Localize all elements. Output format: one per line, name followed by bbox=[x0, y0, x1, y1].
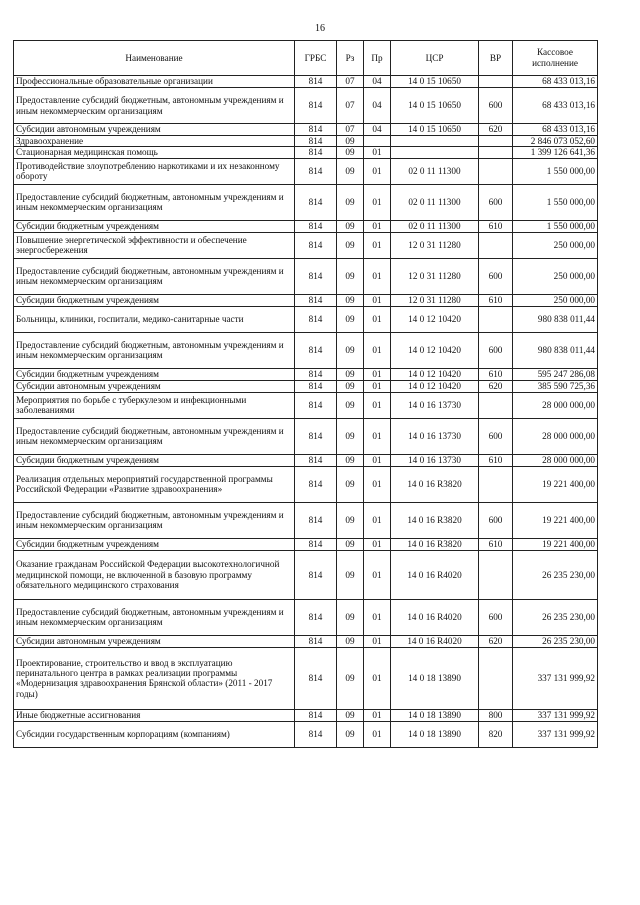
row-name: Проектирование, строительство и ввод в эксплуатацию перинатального центра в рамках реализации программы «Модернизация здравоохранения Брянской области» (2011 - 2017 годы) bbox=[14, 647, 295, 709]
row-name: Субсидии бюджетным учреждениям bbox=[14, 454, 295, 466]
row-grbs: 814 bbox=[295, 599, 337, 635]
row-csr: 14 0 18 13890 bbox=[391, 709, 479, 721]
row-grbs: 814 bbox=[295, 380, 337, 392]
row-name: Профессиональные образовательные организации bbox=[14, 76, 295, 88]
row-pr: 01 bbox=[364, 220, 391, 232]
row-amount: 19 221 400,00 bbox=[513, 466, 598, 502]
row-pr: 04 bbox=[364, 76, 391, 88]
row-vr: 600 bbox=[479, 418, 513, 454]
row-rz: 09 bbox=[337, 158, 364, 184]
table-row bbox=[14, 502, 598, 538]
table-row bbox=[14, 418, 598, 454]
row-vr bbox=[479, 392, 513, 418]
row-pr: 01 bbox=[364, 466, 391, 502]
row-grbs: 814 bbox=[295, 258, 337, 294]
row-csr: 14 0 15 10650 bbox=[391, 124, 479, 136]
table-row bbox=[14, 220, 598, 232]
row-csr: 14 0 16 13730 bbox=[391, 454, 479, 466]
row-grbs: 814 bbox=[295, 158, 337, 184]
row-vr: 600 bbox=[479, 332, 513, 368]
row-csr: 12 0 31 11280 bbox=[391, 258, 479, 294]
row-pr: 01 bbox=[364, 599, 391, 635]
row-name: Оказание гражданам Российской Федерации высокотехнологичной медицинской помощи, не включенной в базовую программу обязательного медицинского страхования bbox=[14, 550, 295, 599]
row-amount: 1 550 000,00 bbox=[513, 184, 598, 220]
row-pr: 01 bbox=[364, 294, 391, 306]
row-vr bbox=[479, 158, 513, 184]
row-csr: 12 0 31 11280 bbox=[391, 294, 479, 306]
row-csr: 14 0 15 10650 bbox=[391, 76, 479, 88]
row-amount: 250 000,00 bbox=[513, 258, 598, 294]
row-name: Предоставление субсидий бюджетным, автономным учреждениям и иным некоммерческим организациям bbox=[14, 88, 295, 124]
row-rz: 09 bbox=[337, 220, 364, 232]
table-row bbox=[14, 88, 598, 124]
table-row bbox=[14, 158, 598, 184]
row-name: Субсидии автономным учреждениям bbox=[14, 380, 295, 392]
row-pr: 01 bbox=[364, 418, 391, 454]
row-name: Субсидии государственным корпорациям (компаниям) bbox=[14, 721, 295, 747]
row-pr: 01 bbox=[364, 502, 391, 538]
table-row bbox=[14, 538, 598, 550]
row-grbs: 814 bbox=[295, 538, 337, 550]
row-vr: 610 bbox=[479, 220, 513, 232]
row-vr bbox=[479, 76, 513, 88]
row-vr bbox=[479, 147, 513, 158]
table-row bbox=[14, 550, 598, 599]
row-csr: 14 0 16 R3820 bbox=[391, 466, 479, 502]
row-pr: 04 bbox=[364, 88, 391, 124]
row-csr bbox=[391, 136, 479, 147]
row-rz: 09 bbox=[337, 380, 364, 392]
row-vr bbox=[479, 466, 513, 502]
row-rz: 09 bbox=[337, 538, 364, 550]
row-name: Предоставление субсидий бюджетным, автономным учреждениям и иным некоммерческим организациям bbox=[14, 599, 295, 635]
table-row bbox=[14, 647, 598, 709]
row-vr: 600 bbox=[479, 502, 513, 538]
row-csr: 14 0 16 R4020 bbox=[391, 599, 479, 635]
row-pr: 01 bbox=[364, 258, 391, 294]
row-vr: 820 bbox=[479, 721, 513, 747]
row-amount: 68 433 013,16 bbox=[513, 88, 598, 124]
row-rz: 09 bbox=[337, 184, 364, 220]
row-grbs: 814 bbox=[295, 184, 337, 220]
row-csr: 14 0 16 R3820 bbox=[391, 502, 479, 538]
row-vr: 610 bbox=[479, 368, 513, 380]
row-vr: 610 bbox=[479, 294, 513, 306]
row-rz: 09 bbox=[337, 306, 364, 332]
row-name: Предоставление субсидий бюджетным, автономным учреждениям и иным некоммерческим организациям bbox=[14, 184, 295, 220]
row-csr: 14 0 12 10420 bbox=[391, 380, 479, 392]
row-rz: 09 bbox=[337, 599, 364, 635]
row-amount: 28 000 000,00 bbox=[513, 454, 598, 466]
row-amount: 337 131 999,92 bbox=[513, 647, 598, 709]
row-csr: 14 0 18 13890 bbox=[391, 647, 479, 709]
row-grbs: 814 bbox=[295, 454, 337, 466]
row-vr: 610 bbox=[479, 538, 513, 550]
row-pr: 01 bbox=[364, 454, 391, 466]
row-grbs: 814 bbox=[295, 332, 337, 368]
row-name: Субсидии автономным учреждениям bbox=[14, 124, 295, 136]
row-grbs: 814 bbox=[295, 306, 337, 332]
row-vr bbox=[479, 550, 513, 599]
row-name: Субсидии бюджетным учреждениям bbox=[14, 294, 295, 306]
row-name: Предоставление субсидий бюджетным, автономным учреждениям и иным некоммерческим организациям bbox=[14, 332, 295, 368]
table-row bbox=[14, 76, 598, 88]
row-pr: 04 bbox=[364, 124, 391, 136]
row-amount: 337 131 999,92 bbox=[513, 709, 598, 721]
row-csr: 14 0 16 13730 bbox=[391, 392, 479, 418]
row-csr: 14 0 16 R4020 bbox=[391, 550, 479, 599]
row-pr: 01 bbox=[364, 232, 391, 258]
row-pr bbox=[364, 136, 391, 147]
row-amount: 1 550 000,00 bbox=[513, 158, 598, 184]
row-rz: 09 bbox=[337, 332, 364, 368]
row-vr: 800 bbox=[479, 709, 513, 721]
row-csr bbox=[391, 147, 479, 158]
table-row bbox=[14, 147, 598, 158]
table-row bbox=[14, 599, 598, 635]
row-grbs: 814 bbox=[295, 709, 337, 721]
row-grbs: 814 bbox=[295, 147, 337, 158]
row-rz: 09 bbox=[337, 454, 364, 466]
row-rz: 09 bbox=[337, 502, 364, 538]
row-rz: 09 bbox=[337, 258, 364, 294]
table-row bbox=[14, 635, 598, 647]
row-name: Предоставление субсидий бюджетным, автономным учреждениям и иным некоммерческим организациям bbox=[14, 258, 295, 294]
row-grbs: 814 bbox=[295, 721, 337, 747]
row-rz: 09 bbox=[337, 418, 364, 454]
row-name: Здравоохранение bbox=[14, 136, 295, 147]
row-rz: 09 bbox=[337, 136, 364, 147]
row-amount: 337 131 999,92 bbox=[513, 721, 598, 747]
row-amount: 28 000 000,00 bbox=[513, 392, 598, 418]
row-grbs: 814 bbox=[295, 635, 337, 647]
row-grbs: 814 bbox=[295, 368, 337, 380]
header-rz: Рз bbox=[337, 41, 364, 76]
table-row bbox=[14, 184, 598, 220]
row-pr: 01 bbox=[364, 184, 391, 220]
table-row bbox=[14, 232, 598, 258]
row-csr: 02 0 11 11300 bbox=[391, 220, 479, 232]
row-grbs: 814 bbox=[295, 466, 337, 502]
header-grbs: ГРБС bbox=[295, 41, 337, 76]
row-rz: 07 bbox=[337, 76, 364, 88]
row-amount: 19 221 400,00 bbox=[513, 502, 598, 538]
table-row bbox=[14, 332, 598, 368]
row-csr: 14 0 16 13730 bbox=[391, 418, 479, 454]
table-row bbox=[14, 294, 598, 306]
row-grbs: 814 bbox=[295, 502, 337, 538]
row-grbs: 814 bbox=[295, 550, 337, 599]
row-name: Субсидии бюджетным учреждениям bbox=[14, 538, 295, 550]
row-name: Предоставление субсидий бюджетным, автономным учреждениям и иным некоммерческим организациям bbox=[14, 502, 295, 538]
row-amount: 1 550 000,00 bbox=[513, 220, 598, 232]
row-amount: 68 433 013,16 bbox=[513, 124, 598, 136]
row-pr: 01 bbox=[364, 332, 391, 368]
row-pr: 01 bbox=[364, 306, 391, 332]
table-row bbox=[14, 454, 598, 466]
row-vr bbox=[479, 136, 513, 147]
row-vr: 600 bbox=[479, 258, 513, 294]
row-amount: 595 247 286,08 bbox=[513, 368, 598, 380]
header-amount: Кассовое исполнение bbox=[513, 41, 598, 76]
budget-execution-table bbox=[13, 40, 598, 748]
row-amount: 68 433 013,16 bbox=[513, 76, 598, 88]
row-name: Реализация отдельных мероприятий государственной программы Российской Федерации «Развитие здравоохранения» bbox=[14, 466, 295, 502]
row-pr: 01 bbox=[364, 380, 391, 392]
row-rz: 09 bbox=[337, 368, 364, 380]
page-number: 16 bbox=[315, 23, 325, 34]
row-rz: 09 bbox=[337, 232, 364, 258]
row-amount: 26 235 230,00 bbox=[513, 635, 598, 647]
row-csr: 14 0 15 10650 bbox=[391, 88, 479, 124]
row-amount: 2 846 073 052,60 bbox=[513, 136, 598, 147]
row-grbs: 814 bbox=[295, 647, 337, 709]
row-pr: 01 bbox=[364, 709, 391, 721]
row-csr: 14 0 16 R4020 bbox=[391, 635, 479, 647]
table-row bbox=[14, 124, 598, 136]
row-amount: 28 000 000,00 bbox=[513, 418, 598, 454]
row-amount: 250 000,00 bbox=[513, 294, 598, 306]
row-amount: 385 590 725,36 bbox=[513, 380, 598, 392]
row-rz: 09 bbox=[337, 294, 364, 306]
row-grbs: 814 bbox=[295, 76, 337, 88]
row-vr: 620 bbox=[479, 124, 513, 136]
table-header-row bbox=[14, 41, 598, 76]
row-rz: 09 bbox=[337, 709, 364, 721]
row-vr: 620 bbox=[479, 635, 513, 647]
table-row bbox=[14, 258, 598, 294]
table-row bbox=[14, 368, 598, 380]
row-vr: 610 bbox=[479, 454, 513, 466]
row-pr: 01 bbox=[364, 721, 391, 747]
row-csr: 14 0 12 10420 bbox=[391, 332, 479, 368]
row-rz: 09 bbox=[337, 635, 364, 647]
header-pr: Пр bbox=[364, 41, 391, 76]
row-name: Повышение энергетической эффективности и обеспечение энергосбережения bbox=[14, 232, 295, 258]
row-vr: 600 bbox=[479, 599, 513, 635]
row-name: Стационарная медицинская помощь bbox=[14, 147, 295, 158]
row-name: Больницы, клиники, госпитали, медико-санитарные части bbox=[14, 306, 295, 332]
row-name: Предоставление субсидий бюджетным, автономным учреждениям и иным некоммерческим организациям bbox=[14, 418, 295, 454]
row-grbs: 814 bbox=[295, 136, 337, 147]
row-rz: 09 bbox=[337, 647, 364, 709]
row-amount: 1 399 126 641,36 bbox=[513, 147, 598, 158]
row-grbs: 814 bbox=[295, 392, 337, 418]
row-vr: 600 bbox=[479, 184, 513, 220]
row-name: Мероприятия по борьбе с туберкулезом и инфекционными заболеваниями bbox=[14, 392, 295, 418]
row-rz: 09 bbox=[337, 392, 364, 418]
row-amount: 19 221 400,00 bbox=[513, 538, 598, 550]
row-vr: 600 bbox=[479, 88, 513, 124]
row-name: Субсидии бюджетным учреждениям bbox=[14, 220, 295, 232]
table-row bbox=[14, 466, 598, 502]
row-name: Противодействие злоупотреблению наркотиками и их незаконному обороту bbox=[14, 158, 295, 184]
row-grbs: 814 bbox=[295, 232, 337, 258]
row-rz: 09 bbox=[337, 550, 364, 599]
row-pr: 01 bbox=[364, 147, 391, 158]
header-vr: ВР bbox=[479, 41, 513, 76]
row-rz: 09 bbox=[337, 147, 364, 158]
row-grbs: 814 bbox=[295, 418, 337, 454]
row-csr: 14 0 12 10420 bbox=[391, 306, 479, 332]
row-vr: 620 bbox=[479, 380, 513, 392]
row-csr: 14 0 18 13890 bbox=[391, 721, 479, 747]
row-vr bbox=[479, 232, 513, 258]
table-row bbox=[14, 721, 598, 747]
row-grbs: 814 bbox=[295, 294, 337, 306]
row-name: Субсидии автономным учреждениям bbox=[14, 635, 295, 647]
row-amount: 250 000,00 bbox=[513, 232, 598, 258]
table-row bbox=[14, 392, 598, 418]
row-pr: 01 bbox=[364, 392, 391, 418]
table-body bbox=[14, 76, 598, 748]
row-pr: 01 bbox=[364, 635, 391, 647]
row-pr: 01 bbox=[364, 368, 391, 380]
table-row bbox=[14, 136, 598, 147]
table-row bbox=[14, 709, 598, 721]
row-pr: 01 bbox=[364, 550, 391, 599]
table-row bbox=[14, 306, 598, 332]
row-amount: 26 235 230,00 bbox=[513, 550, 598, 599]
row-rz: 09 bbox=[337, 721, 364, 747]
row-csr: 12 0 31 11280 bbox=[391, 232, 479, 258]
row-amount: 980 838 011,44 bbox=[513, 306, 598, 332]
header-csr: ЦСР bbox=[391, 41, 479, 76]
row-pr: 01 bbox=[364, 158, 391, 184]
row-csr: 02 0 11 11300 bbox=[391, 184, 479, 220]
row-csr: 02 0 11 11300 bbox=[391, 158, 479, 184]
row-grbs: 814 bbox=[295, 220, 337, 232]
row-amount: 26 235 230,00 bbox=[513, 599, 598, 635]
row-pr: 01 bbox=[364, 538, 391, 550]
row-vr bbox=[479, 647, 513, 709]
row-csr: 14 0 16 R3820 bbox=[391, 538, 479, 550]
row-vr bbox=[479, 306, 513, 332]
row-name: Субсидии бюджетным учреждениям bbox=[14, 368, 295, 380]
row-rz: 09 bbox=[337, 466, 364, 502]
row-rz: 07 bbox=[337, 88, 364, 124]
row-grbs: 814 bbox=[295, 124, 337, 136]
row-grbs: 814 bbox=[295, 88, 337, 124]
table-row bbox=[14, 380, 598, 392]
row-name: Иные бюджетные ассигнования bbox=[14, 709, 295, 721]
row-pr: 01 bbox=[364, 647, 391, 709]
row-amount: 980 838 011,44 bbox=[513, 332, 598, 368]
row-rz: 07 bbox=[337, 124, 364, 136]
header-name: Наименование bbox=[14, 41, 295, 76]
row-csr: 14 0 12 10420 bbox=[391, 368, 479, 380]
